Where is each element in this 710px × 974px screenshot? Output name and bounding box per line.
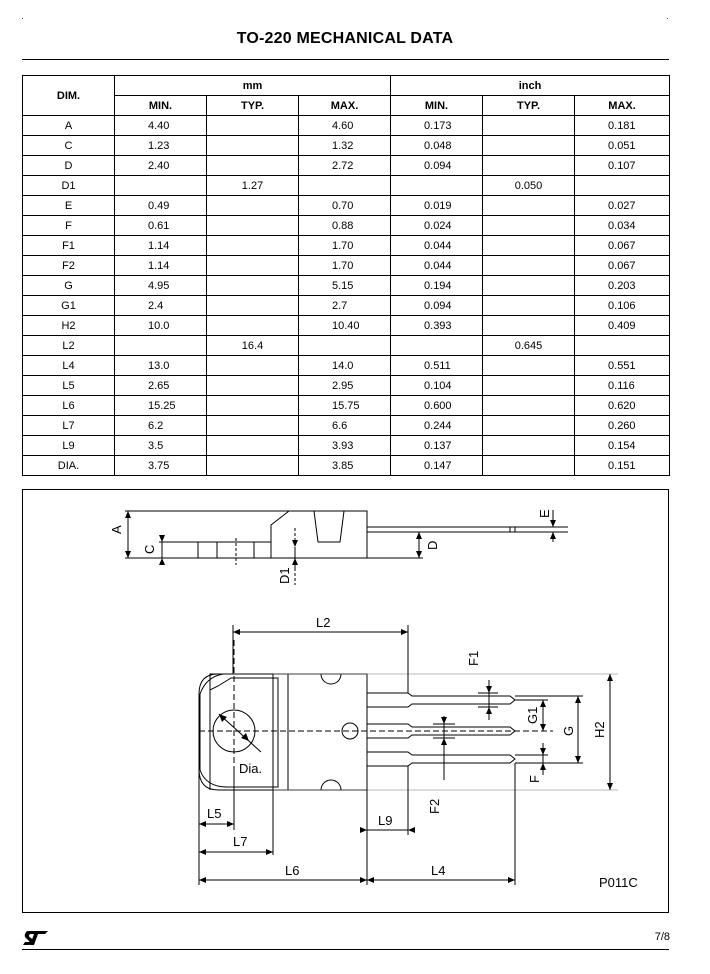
cell-in-max: 0.551: [575, 356, 670, 376]
cell-mm-typ: [207, 116, 299, 136]
cell-dim: L2: [23, 336, 115, 356]
cell-mm-min: [115, 336, 207, 356]
side-slot: [314, 511, 344, 542]
cell-mm-max: 10.40: [299, 316, 391, 336]
mm-min-header: MIN.: [115, 96, 207, 116]
table-row: [23, 416, 670, 436]
cell-in-min: 0.194: [391, 276, 483, 296]
table-row: [23, 156, 670, 176]
cell-mm-typ: [207, 136, 299, 156]
cell-mm-max: 2.95: [299, 376, 391, 396]
cell-mm-typ: [207, 396, 299, 416]
cell-mm-min: 2.40: [115, 156, 207, 176]
cell-in-min: 0.044: [391, 236, 483, 256]
cell-dim: F: [23, 216, 115, 236]
cell-in-max: 0.034: [575, 216, 670, 236]
cell-mm-max: 0.70: [299, 196, 391, 216]
dimensions-table: [22, 75, 670, 476]
cell-mm-min: 6.2: [115, 416, 207, 436]
table-row: [23, 276, 670, 296]
cell-mm-min: 2.65: [115, 376, 207, 396]
corner-mark: [22, 18, 23, 19]
cell-dim: L7: [23, 416, 115, 436]
cell-in-typ: [483, 316, 575, 336]
table-row: [23, 196, 670, 216]
cell-mm-typ: [207, 276, 299, 296]
cell-mm-max: 14.0: [299, 356, 391, 376]
cell-dim: L9: [23, 436, 115, 456]
cell-in-typ: [483, 116, 575, 136]
cell-in-typ: [483, 436, 575, 456]
cell-mm-min: 1.14: [115, 256, 207, 276]
table-row: [23, 456, 670, 476]
cell-dim: D: [23, 156, 115, 176]
table-row: [23, 336, 670, 356]
cell-in-max: 0.106: [575, 296, 670, 316]
cell-mm-min: 15.25: [115, 396, 207, 416]
cell-mm-min: 10.0: [115, 316, 207, 336]
cell-in-max: 0.107: [575, 156, 670, 176]
side-tab: [198, 542, 271, 558]
cell-mm-max: 2.72: [299, 156, 391, 176]
cell-in-max: 0.067: [575, 236, 670, 256]
cell-in-typ: [483, 416, 575, 436]
cell-in-max: 0.151: [575, 456, 670, 476]
cell-in-typ: [483, 376, 575, 396]
cell-mm-typ: [207, 456, 299, 476]
cell-mm-min: 1.23: [115, 136, 207, 156]
label-A: A: [109, 525, 124, 534]
label-dia: Dia.: [239, 761, 263, 776]
cell-in-min: 0.147: [391, 456, 483, 476]
label-L9: L9: [378, 813, 393, 828]
cell-mm-typ: [207, 316, 299, 336]
label-L4: L4: [431, 863, 446, 878]
cell-dim: L5: [23, 376, 115, 396]
cell-in-max: 0.260: [575, 416, 670, 436]
cell-mm-min: 2.4: [115, 296, 207, 316]
cell-in-min: 0.048: [391, 136, 483, 156]
cell-mm-min: [115, 176, 207, 196]
cell-in-min: 0.137: [391, 436, 483, 456]
cell-in-typ: [483, 156, 575, 176]
inch-max-header: MAX.: [575, 96, 670, 116]
label-C: C: [142, 544, 157, 554]
cell-in-min: 0.019: [391, 196, 483, 216]
label-G1: G1: [525, 706, 540, 724]
table-row: [23, 436, 670, 456]
cell-mm-typ: [207, 416, 299, 436]
table-header-cols: [23, 96, 670, 116]
title-rule: [22, 59, 669, 60]
front-body: [273, 674, 367, 790]
cell-in-max: 0.154: [575, 436, 670, 456]
cell-mm-typ: [207, 296, 299, 316]
cell-in-min: 0.094: [391, 156, 483, 176]
cell-dim: F1: [23, 236, 115, 256]
cell-dim: A: [23, 116, 115, 136]
cell-in-typ: [483, 236, 575, 256]
cell-mm-typ: [207, 436, 299, 456]
cell-mm-typ: [207, 256, 299, 276]
cell-mm-min: 4.95: [115, 276, 207, 296]
drawing-svg: [23, 490, 670, 914]
cell-mm-typ: [207, 156, 299, 176]
cell-mm-max: 0.88: [299, 216, 391, 236]
cell-mm-max: 4.60: [299, 116, 391, 136]
cell-in-min: [391, 176, 483, 196]
label-F: F: [527, 775, 542, 783]
mm-max-header: MAX.: [299, 96, 391, 116]
cell-in-typ: [483, 216, 575, 236]
cell-in-max: 0.027: [575, 196, 670, 216]
table-row: [23, 316, 670, 336]
cell-in-max: 0.067: [575, 256, 670, 276]
cell-dim: DIA.: [23, 456, 115, 476]
cell-dim: L6: [23, 396, 115, 416]
cell-mm-max: 2.7: [299, 296, 391, 316]
cell-dim: G1: [23, 296, 115, 316]
cell-in-typ: 0.645: [483, 336, 575, 356]
label-L7: L7: [233, 834, 248, 849]
cell-mm-max: 3.93: [299, 436, 391, 456]
cell-mm-max: [299, 336, 391, 356]
label-F1: F1: [466, 650, 481, 666]
cell-mm-max: 1.70: [299, 256, 391, 276]
table-row: [23, 256, 670, 276]
footer-rule: [22, 949, 669, 950]
mechanical-drawing: [22, 489, 669, 913]
cell-in-max: 0.181: [575, 116, 670, 136]
cell-mm-typ: [207, 376, 299, 396]
table-row: [23, 116, 670, 136]
lead-1: [367, 693, 515, 707]
cell-mm-max: 15.75: [299, 396, 391, 416]
cell-in-max: 0.203: [575, 276, 670, 296]
cell-mm-typ: [207, 236, 299, 256]
page-title: TO-220 MECHANICAL DATA: [236, 30, 454, 47]
drawing-code: P011C: [599, 875, 638, 890]
cell-mm-max: [299, 176, 391, 196]
cell-in-typ: 0.050: [483, 176, 575, 196]
cell-mm-min: 3.5: [115, 436, 207, 456]
label-L6: L6: [285, 863, 300, 878]
label-L2: L2: [316, 615, 331, 630]
cell-in-min: [391, 336, 483, 356]
cell-in-max: 0.051: [575, 136, 670, 156]
cell-in-max: 0.620: [575, 396, 670, 416]
cell-in-typ: [483, 396, 575, 416]
table-row: [23, 216, 670, 236]
cell-in-typ: [483, 456, 575, 476]
corner-mark: [667, 18, 668, 19]
cell-mm-typ: 1.27: [207, 176, 299, 196]
cell-mm-min: 4.40: [115, 116, 207, 136]
cell-mm-max: 1.32: [299, 136, 391, 156]
cell-in-max: 0.409: [575, 316, 670, 336]
side-lead: [367, 527, 515, 532]
cell-in-max: [575, 336, 670, 356]
table-row: [23, 136, 670, 156]
label-E: E: [537, 509, 552, 518]
table-row: [23, 376, 670, 396]
cell-in-min: 0.024: [391, 216, 483, 236]
lead-3: [367, 752, 515, 766]
label-L5: L5: [207, 806, 222, 821]
cell-mm-max: 1.70: [299, 236, 391, 256]
cell-in-typ: [483, 256, 575, 276]
cell-in-min: 0.393: [391, 316, 483, 336]
cell-mm-max: 3.85: [299, 456, 391, 476]
cell-in-max: [575, 176, 670, 196]
cell-mm-typ: [207, 196, 299, 216]
table-row: [23, 296, 670, 316]
cell-mm-typ: [207, 356, 299, 376]
side-body: [271, 511, 367, 558]
cell-dim: G: [23, 276, 115, 296]
cell-dim: C: [23, 136, 115, 156]
st-logo: [22, 930, 52, 946]
cell-in-typ: [483, 276, 575, 296]
cell-in-typ: [483, 136, 575, 156]
cell-in-min: 0.044: [391, 256, 483, 276]
table-row: [23, 176, 670, 196]
cell-mm-typ: 16.4: [207, 336, 299, 356]
cell-in-max: 0.116: [575, 376, 670, 396]
cell-in-min: 0.244: [391, 416, 483, 436]
cell-mm-typ: [207, 216, 299, 236]
cell-dim: E: [23, 196, 115, 216]
cell-mm-min: 13.0: [115, 356, 207, 376]
cell-mm-min: 0.61: [115, 216, 207, 236]
cell-dim: D1: [23, 176, 115, 196]
cell-dim: F2: [23, 256, 115, 276]
cell-in-typ: [483, 296, 575, 316]
cell-mm-min: 3.75: [115, 456, 207, 476]
inch-typ-header: TYP.: [483, 96, 575, 116]
table-header-units: [23, 76, 670, 96]
cell-mm-max: 5.15: [299, 276, 391, 296]
table-row: [23, 236, 670, 256]
table-row: [23, 396, 670, 416]
label-D: D: [425, 540, 440, 550]
table-row: [23, 356, 670, 376]
label-H2: H2: [592, 721, 607, 738]
cell-in-min: 0.104: [391, 376, 483, 396]
cell-mm-min: 0.49: [115, 196, 207, 216]
cell-in-min: 0.173: [391, 116, 483, 136]
mm-header: mm: [115, 76, 391, 96]
cell-dim: L4: [23, 356, 115, 376]
inch-min-header: MIN.: [391, 96, 483, 116]
cell-in-min: 0.094: [391, 296, 483, 316]
inch-header: inch: [391, 76, 670, 96]
label-G: G: [561, 725, 576, 736]
cell-mm-max: 6.6: [299, 416, 391, 436]
cell-dim: H2: [23, 316, 115, 336]
cell-in-min: 0.511: [391, 356, 483, 376]
cell-in-typ: [483, 356, 575, 376]
cell-in-min: 0.600: [391, 396, 483, 416]
page-number: 7/8: [654, 931, 670, 943]
mm-typ-header: TYP.: [207, 96, 299, 116]
cell-mm-min: 1.14: [115, 236, 207, 256]
label-F2: F2: [427, 798, 442, 814]
label-D1: D1: [277, 567, 292, 584]
dim-header: DIM.: [23, 76, 115, 116]
cell-in-typ: [483, 196, 575, 216]
